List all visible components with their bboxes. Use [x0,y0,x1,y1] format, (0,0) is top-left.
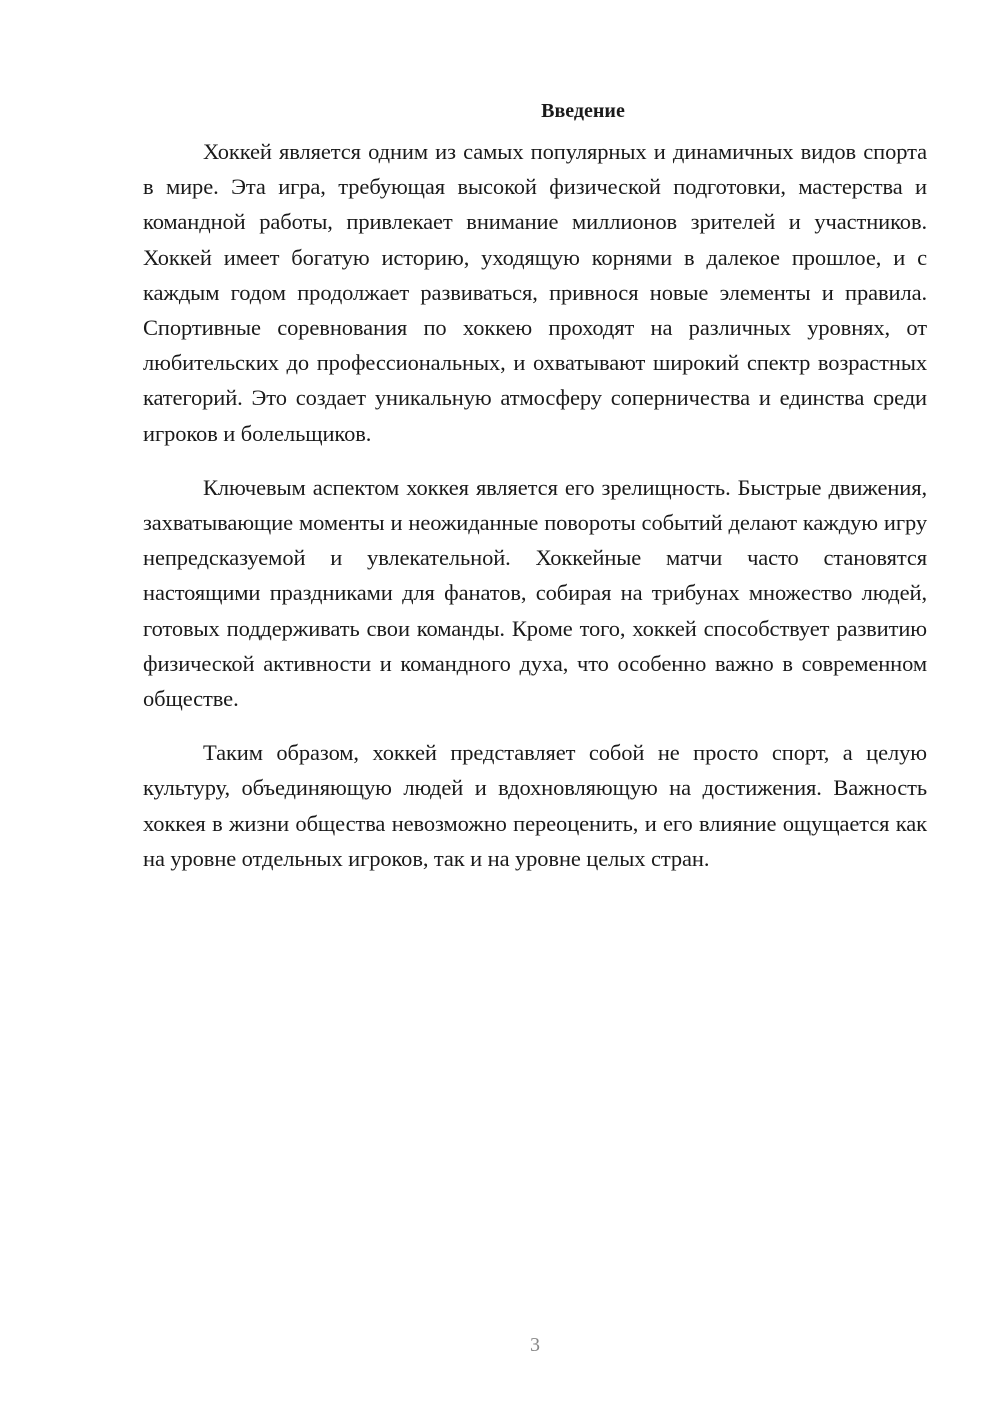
paragraph-3: Таким образом, хоккей представляет собой не просто спорт, а целую культуру, объединяющую людей и вдохновляющую на достижения. Важность хоккея в жизни общества невозможно переоценить, и его влияние ощущается как на уровне отдельных игроков, так и на уровне целых стран. [143,740,927,871]
section-heading: Введение [541,100,625,122]
paragraph-1: Хоккей является одним из самых популярных и динамичных видов спорта в мире. Эта игра, требующая высокой физической подготовки, мастерства и командной работы, привлекает внимание миллионов зрителей и участников. Хоккей имеет богатую историю, уходящую корнями в далекое прошлое, и с каждым годом продолжает развиваться, привнося новые элементы и правила. Спортивные соревнования по хоккею проходят на различных уровнях, от любительских до профессиональных, и охватывают широкий спектр возрастных категорий. Это создает уникальную атмосферу соперничества и единства среди игроков и болельщиков. [143,139,927,446]
paragraph-2: Ключевым аспектом хоккея является его зрелищность. Быстрые движения, захватывающие моменты и неожиданные повороты событий делают каждую игру непредсказуемой и увлекательной. Хоккейные матчи часто становятся настоящими праздниками для фанатов, собирая на трибунах множество людей, готовых поддерживать свои команды. Кроме того, хоккей способствует развитию физической активности и командного духа, что особенно важно в современном обществе. [143,474,927,712]
page-content [143,97,927,895]
page-number: 3 [530,1334,540,1356]
